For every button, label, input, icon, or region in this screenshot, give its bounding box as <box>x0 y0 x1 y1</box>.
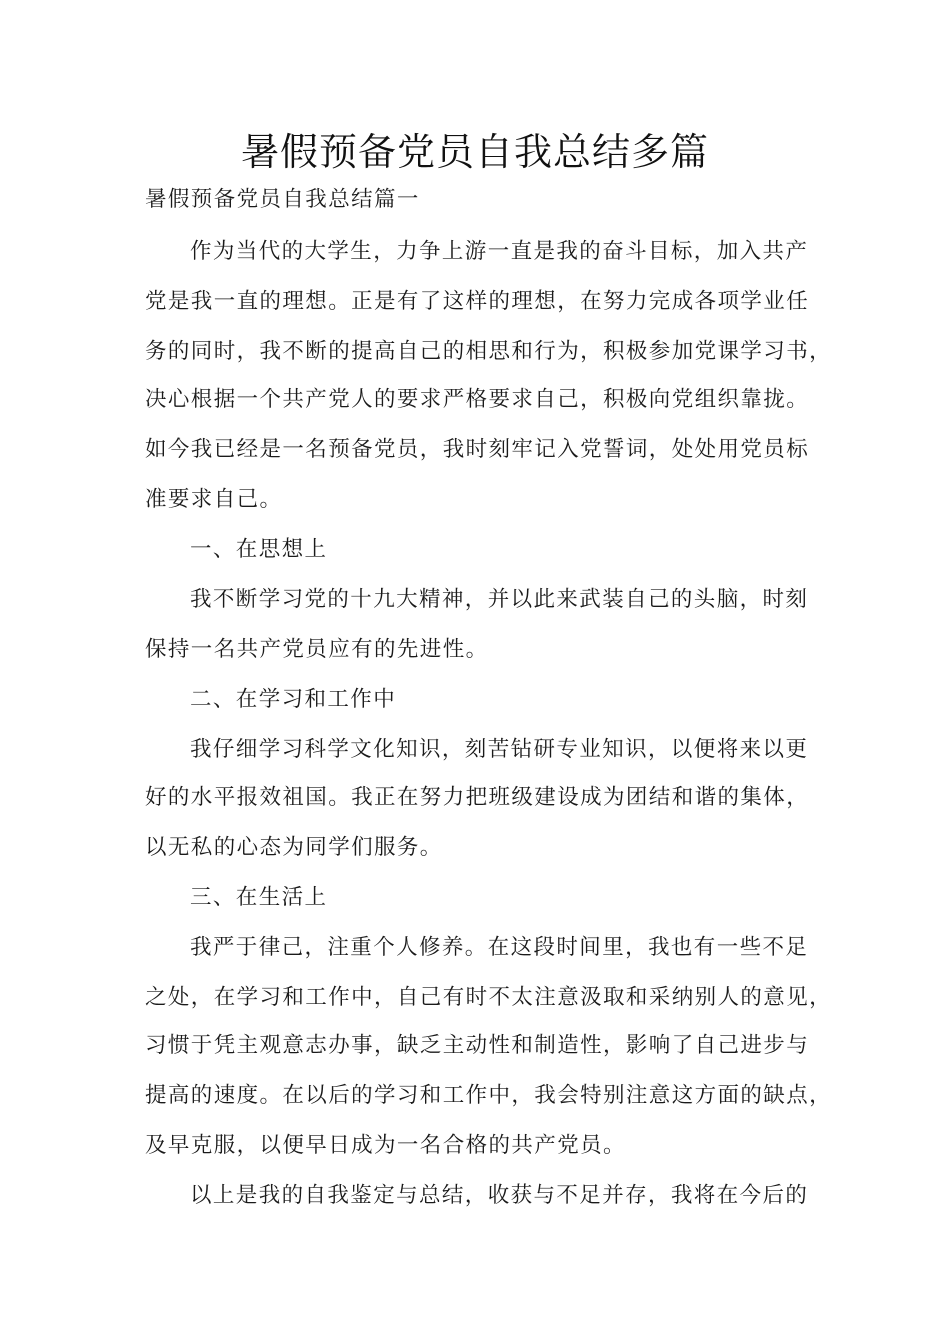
paragraph-line: 决心根据一个共产党人的要求严格要求自己，积极向党组织靠拢。 <box>145 387 810 412</box>
paragraph-line: 我严于律己，注重个人修养。在这段时间里，我也有一些不足 <box>190 935 809 960</box>
paragraph-line: 保持一名共产党员应有的先进性。 <box>145 637 489 662</box>
document-title: 暑假预备党员自我总结多篇 <box>240 130 709 174</box>
section-heading: 一、在思想上 <box>190 537 328 562</box>
paragraph-line: 以上是我的自我鉴定与总结，收获与不足并存，我将在今后的 <box>190 1183 809 1208</box>
paragraph-line: 及早克服，以便早日成为一名合格的共产党员。 <box>145 1133 626 1158</box>
paragraph-line: 如今我已经是一名预备党员，我时刻牢记入党誓词，处处用党员标 <box>145 437 810 462</box>
section-heading: 二、在学习和工作中 <box>190 687 397 712</box>
paragraph-line: 以无私的心态为同学们服务。 <box>145 835 443 860</box>
paragraph-line: 之处，在学习和工作中，自己有时不太注意汲取和采纳别人的意见， <box>145 985 833 1010</box>
section-subtitle: 暑假预备党员自我总结篇一 <box>145 187 420 212</box>
paragraph-line: 作为当代的大学生，力争上游一直是我的奋斗目标，加入共产 <box>190 239 809 264</box>
paragraph-line: 务的同时，我不断的提高自己的相思和行为，积极参加党课学习书， <box>145 339 833 364</box>
paragraph-line: 习惯于凭主观意志办事，缺乏主动性和制造性，影响了自己进步与 <box>145 1033 810 1058</box>
paragraph-line: 好的水平报效祖国。我正在努力把班级建设成为团结和谐的集体， <box>145 785 810 810</box>
paragraph-line: 提高的速度。在以后的学习和工作中，我会特别注意这方面的缺点， <box>145 1083 833 1108</box>
paragraph-line: 我仔细学习科学文化知识，刻苦钻研专业知识，以便将来以更 <box>190 737 809 762</box>
paragraph-line: 党是我一直的理想。正是有了这样的理想，在努力完成各项学业任 <box>145 289 810 314</box>
paragraph-line: 我不断学习党的十九大精神，并以此来武装自己的头脑，时刻 <box>190 587 809 612</box>
paragraph-line: 准要求自己。 <box>145 487 283 512</box>
section-heading: 三、在生活上 <box>190 885 328 910</box>
